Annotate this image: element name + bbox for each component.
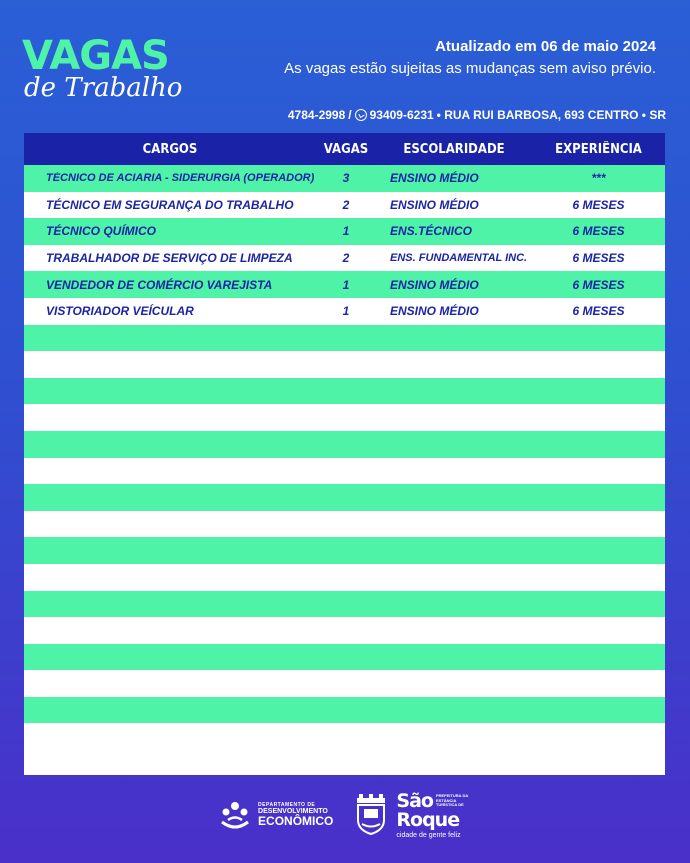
table-row xyxy=(24,298,665,325)
table-row xyxy=(24,271,665,298)
city-prefecture: PREFEITURA DA ESTÂNCIA TURÍSTICA DE xyxy=(435,793,469,808)
cell-escolaridade: ENS. FUNDAMENTAL INC. xyxy=(390,252,528,265)
cell-vagas: 2 xyxy=(342,197,350,212)
jobs-table xyxy=(24,133,665,775)
empty-row xyxy=(24,617,665,644)
cell-escolaridade: ENS.TÉCNICO xyxy=(390,224,473,239)
phone-number: 4784-2998 xyxy=(287,108,346,122)
dept-mid-text: DESENVOLVIMENTO xyxy=(258,808,328,815)
table-header xyxy=(24,133,665,165)
updated-date: Atualizado em 06 de maio 2024 xyxy=(435,38,656,55)
empty-row xyxy=(24,670,665,697)
footer xyxy=(0,790,690,840)
contact-separator: / xyxy=(348,108,352,122)
table-row xyxy=(24,245,665,272)
empty-row xyxy=(24,537,665,564)
header-vagas: VAGAS xyxy=(323,141,369,157)
dept-logo-icon xyxy=(218,798,252,832)
cell-cargo: TÉCNICO QUÍMICO xyxy=(46,224,156,239)
cell-cargo: VISTORIADOR VEÍCULAR xyxy=(46,304,194,319)
cell-escolaridade: ENSINO MÉDIO xyxy=(390,197,479,212)
city-name-2: Roque xyxy=(396,808,460,831)
city-crest-icon xyxy=(351,794,391,836)
empty-row xyxy=(24,723,665,750)
empty-row xyxy=(24,591,665,618)
cell-escolaridade: ENSINO MÉDIO xyxy=(390,171,479,186)
city-name-1: São xyxy=(396,789,433,812)
empty-row xyxy=(24,564,665,591)
cell-escolaridade: ENSINO MÉDIO xyxy=(390,304,479,319)
table-body xyxy=(24,165,665,750)
dept-logo xyxy=(218,798,333,832)
empty-row xyxy=(24,431,665,458)
whatsapp-number: 93409-6231 xyxy=(369,108,434,122)
vagas-logo xyxy=(22,33,192,106)
logo-subtitle: de Trabalho xyxy=(24,73,183,103)
empty-row xyxy=(24,644,665,671)
cell-experiencia: 6 MESES xyxy=(572,251,625,266)
cell-experiencia: 6 MESES xyxy=(572,304,625,319)
city-logo xyxy=(351,789,472,839)
cell-vagas: 1 xyxy=(342,224,350,239)
cell-experiencia: 6 MESES xyxy=(572,224,625,239)
cell-vagas: 1 xyxy=(342,304,350,319)
cell-vagas: 1 xyxy=(342,277,350,292)
cell-experiencia: 6 MESES xyxy=(572,197,625,212)
empty-row xyxy=(24,458,665,485)
header-cargos: CARGOS xyxy=(142,141,198,157)
cell-cargo: VENDEDOR DE COMÉRCIO VAREJISTA xyxy=(46,277,273,292)
cell-cargo: TRABALHADOR DE SERVIÇO DE LIMPEZA xyxy=(46,251,293,266)
cell-vagas: 3 xyxy=(342,171,350,186)
table-row xyxy=(24,218,665,245)
empty-row xyxy=(24,697,665,724)
dept-top-text: DEPARTAMENTO DE xyxy=(258,802,316,808)
city-tagline: cidade de gente feliz xyxy=(396,831,461,839)
empty-row xyxy=(24,351,665,378)
cell-vagas: 2 xyxy=(342,251,350,266)
empty-row xyxy=(24,484,665,511)
address: • RUA RUI BARBOSA, 693 CENTRO • SR xyxy=(436,108,666,122)
header-experiencia: EXPERIÊNCIA xyxy=(555,141,642,157)
whatsapp-icon xyxy=(355,109,367,121)
city-text xyxy=(396,789,472,839)
cell-cargo: TÉCNICO DE ACIARIA - SIDERURGIA (OPERADOR) xyxy=(46,172,315,185)
cell-experiencia: 6 MESES xyxy=(572,277,625,292)
empty-row xyxy=(24,404,665,431)
table-row xyxy=(24,192,665,219)
dept-text xyxy=(258,803,333,827)
empty-row xyxy=(24,511,665,538)
dept-big-text: ECONÔMICO xyxy=(258,814,334,828)
cell-escolaridade: ENSINO MÉDIO xyxy=(390,277,479,292)
logo-title: VAGAS xyxy=(22,33,169,79)
header-escolaridade: ESCOLARIDADE xyxy=(403,141,505,157)
contact-line xyxy=(288,108,666,122)
empty-row xyxy=(24,378,665,405)
header-info xyxy=(284,38,656,80)
notice-text: As vagas estão sujeitas as mudanças sem aviso prévio. xyxy=(284,60,656,77)
table-row xyxy=(24,165,665,192)
cell-cargo: TÉCNICO EM SEGURANÇA DO TRABALHO xyxy=(46,197,294,212)
cell-experiencia: *** xyxy=(591,171,606,186)
empty-row xyxy=(24,325,665,352)
